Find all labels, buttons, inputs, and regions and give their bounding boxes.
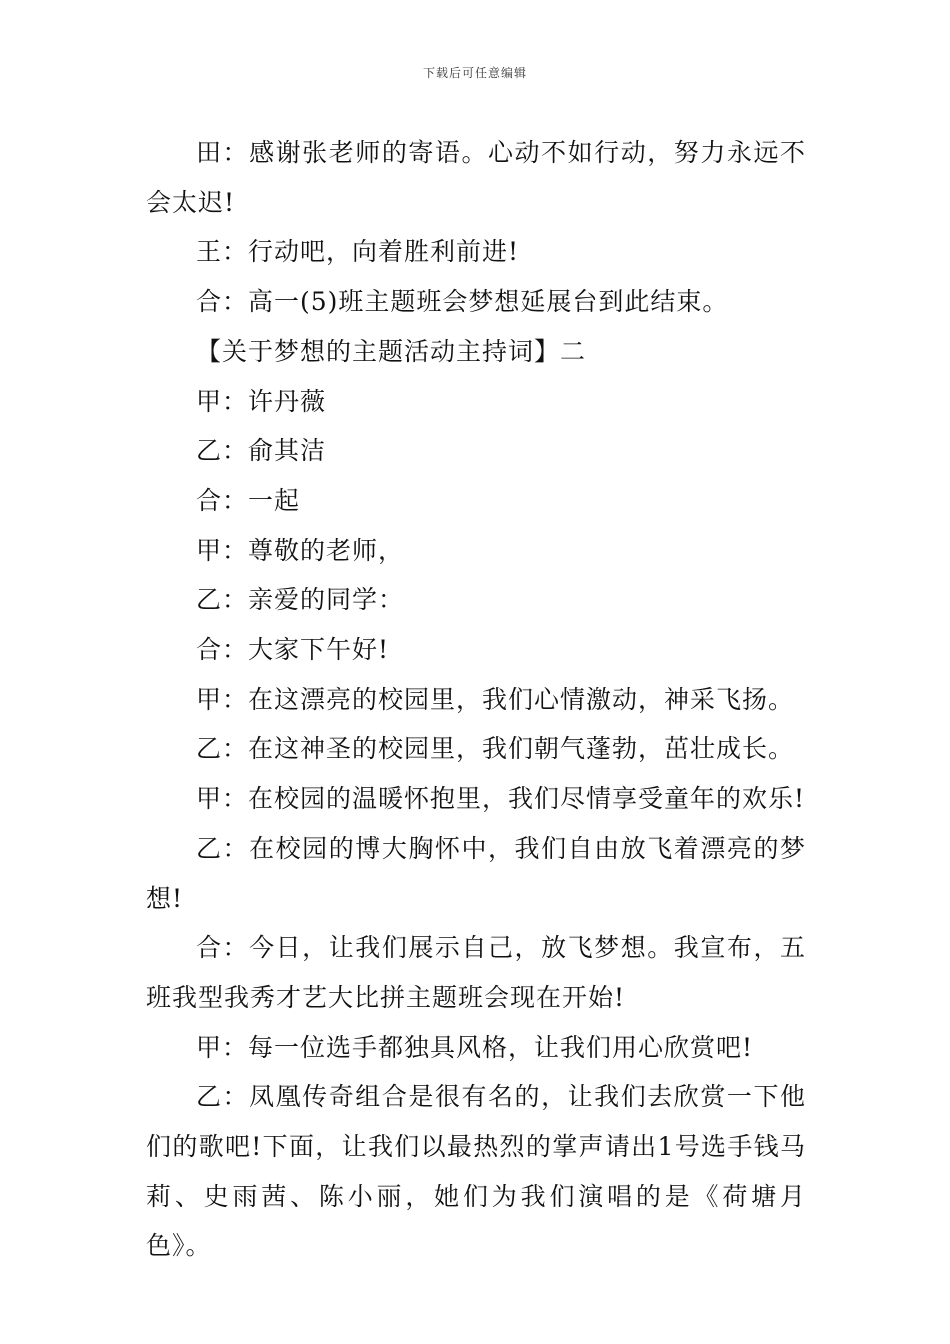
paragraph: 甲：尊敬的老师， xyxy=(196,535,405,565)
paragraph: 田：感谢张老师的寄语。心动不如行动，努力永远不会太迟! xyxy=(146,138,806,217)
paragraph: 乙：亲爱的同学： xyxy=(196,585,405,615)
paragraph: 乙：俞其洁 xyxy=(196,436,327,466)
paragraph: 合：大家下午好! xyxy=(196,635,390,665)
section-heading: 【关于梦想的主题活动主持词】二 xyxy=(196,336,587,366)
paragraph: 合：一起 xyxy=(196,485,301,515)
paragraph: 甲：在校园的温暖怀抱里，我们尽情享受童年的欢乐! xyxy=(196,784,806,814)
paragraph: 乙：在校园的博大胸怀中，我们自由放飞着漂亮的梦想! xyxy=(146,833,806,913)
paragraph: 王：行动吧，向着胜利前进! xyxy=(196,237,520,267)
page-header: 下载后可任意编辑 xyxy=(422,66,527,80)
document-body xyxy=(146,128,806,1271)
paragraph: 乙：在这神圣的校园里，我们朝气蓬勃，茁壮成长。 xyxy=(196,734,795,764)
paragraph: 合：高一(5)班主题班会梦想延展台到此结束。 xyxy=(196,287,729,317)
paragraph: 甲：在这漂亮的校园里，我们心情激动，神采飞扬。 xyxy=(196,684,795,714)
paragraph: 甲：许丹薇 xyxy=(196,386,327,416)
paragraph: 合：今日，让我们展示自己，放飞梦想。我宣布，五班我型我秀才艺大比拼主题班会现在开始! xyxy=(146,933,806,1012)
paragraph: 甲：每一位选手都独具风格，让我们用心欣赏吧! xyxy=(196,1032,754,1062)
paragraph: 乙：凤凰传奇组合是很有名的，让我们去欣赏一下他们的歌吧!下面，让我们以最热烈的掌声请出1号选手钱马莉、史雨茜、陈小丽，她们为我们演唱的是《荷塘月色》。 xyxy=(146,1082,806,1261)
